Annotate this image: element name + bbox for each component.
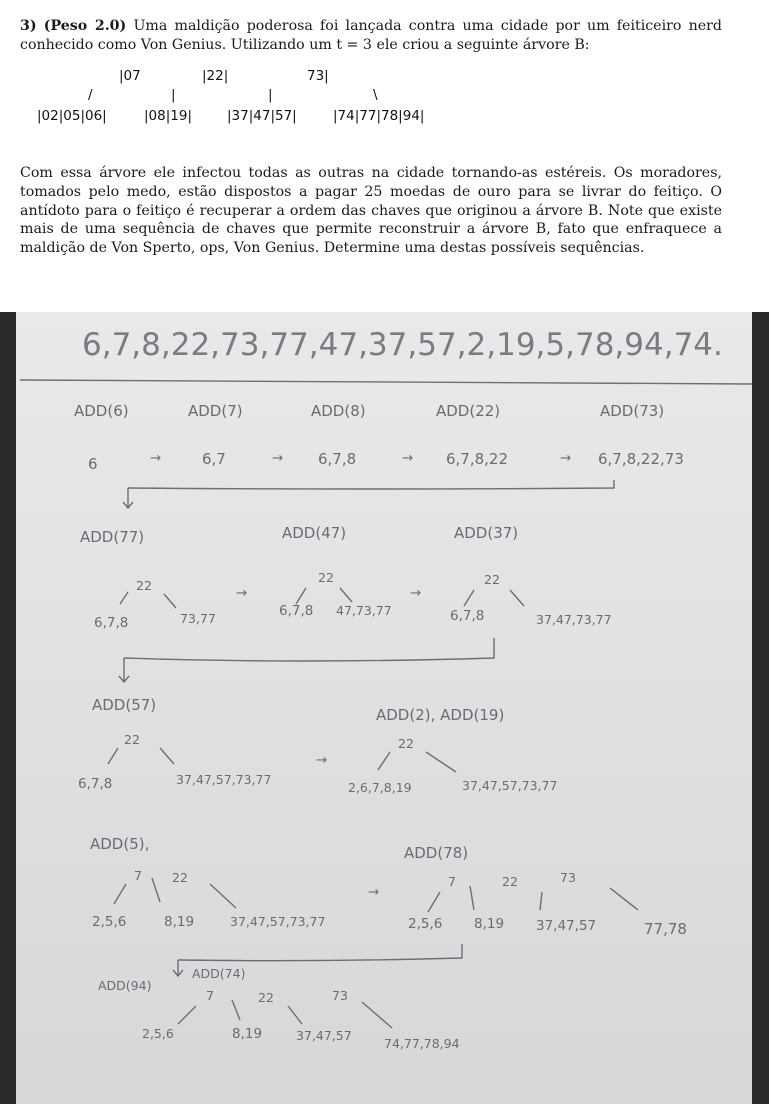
question-weight: (Peso 2.0): [43, 18, 127, 34]
label-add-8: ADD(8): [311, 402, 366, 420]
label-add-2-19: ADD(2), ADD(19): [376, 706, 505, 724]
arrow-8: →: [368, 884, 380, 900]
arrow-3: →: [402, 450, 414, 466]
handwriting-layer: [0, 312, 769, 1104]
tree-g-node-2: 8,19: [474, 916, 505, 932]
question-document: [0, 0, 769, 312]
label-add-57: ADD(57): [92, 696, 157, 714]
label-add-5: ADD(5),: [90, 835, 150, 853]
answer-sequence: 6,7,8,22,73,77,47,37,57,2,19,5,78,94,74.: [82, 327, 723, 363]
tree-f-root-22: 22: [172, 870, 188, 885]
question-number: 3): [20, 18, 37, 34]
row1-down-arrow: [123, 488, 133, 508]
row1-bracket: [128, 480, 614, 489]
tree-f-node-1: 2,5,6: [92, 914, 127, 930]
label-add-94: ADD(94): [98, 978, 152, 993]
tree-f-node-3: 37,47,57,73,77: [230, 914, 326, 929]
label-add-74: ADD(74): [192, 966, 246, 981]
tree-g-root-22: 22: [502, 874, 518, 889]
state-2: 6,7: [202, 450, 226, 468]
tree-b-left: 6,7,8: [279, 603, 314, 619]
question-intro: [20, 17, 722, 55]
tree-e-right: 37,47,57,73,77: [462, 778, 558, 793]
tree-h-node-4: 74,77,78,94: [384, 1036, 460, 1051]
row2-bracket: [124, 638, 494, 661]
tree-b-root: 22: [318, 570, 334, 585]
tree-f-root-7: 7: [134, 868, 142, 883]
label-add-6: ADD(6): [74, 402, 129, 420]
tree-a-edges: [120, 592, 176, 608]
root-key-07: |07: [119, 68, 141, 84]
tree-d-root: 22: [124, 732, 140, 747]
tree-g-edges: [428, 886, 638, 912]
state-5: 6,7,8,22,73: [598, 450, 684, 468]
tree-h-node-3: 37,47,57: [296, 1028, 352, 1043]
arrow-5: →: [236, 585, 248, 601]
tree-h-root-22: 22: [258, 990, 274, 1005]
arrow-2: →: [272, 450, 284, 466]
leaf-node-1: |02|05|06|: [37, 108, 107, 124]
label-add-77: ADD(77): [80, 528, 145, 546]
tree-d-edges: [108, 748, 174, 764]
tree-h-root-73: 73: [332, 988, 348, 1003]
row4-down-arrow: [173, 960, 183, 976]
label-add-78: ADD(78): [404, 844, 469, 862]
tree-e-root: 22: [398, 736, 414, 751]
root-key-22: |22|: [202, 68, 229, 84]
leaf-node-3: |37|47|57|: [227, 108, 297, 124]
tree-g-node-1: 2,5,6: [408, 916, 443, 932]
tree-g-root-73: 73: [560, 870, 576, 885]
tree-c-root: 22: [484, 572, 500, 587]
tree-e-edges: [378, 752, 456, 772]
tree-c-left: 6,7,8: [450, 608, 485, 624]
leaf-node-4: |74|77|78|94|: [333, 108, 425, 124]
tree-b-edges: [296, 588, 352, 604]
tree-e-left: 2,6,7,8,19: [348, 780, 412, 795]
tree-h-edges: [178, 1000, 392, 1028]
tree-d-left: 6,7,8: [78, 776, 113, 792]
tree-c-right: 37,47,73,77: [536, 612, 612, 627]
tree-g-node-3: 37,47,57: [536, 918, 597, 934]
state-3: 6,7,8: [318, 450, 357, 468]
row2-down-arrow: [119, 658, 129, 682]
arrow-6: →: [410, 585, 422, 601]
tree-a-root: 22: [136, 578, 152, 593]
state-4: 6,7,8,22: [446, 450, 509, 468]
tree-b-right: 47,73,77: [336, 603, 392, 618]
tree-c-edges: [464, 590, 524, 606]
handwritten-answer-photo: [0, 312, 769, 1104]
tree-f-node-2: 8,19: [164, 914, 195, 930]
state-1: 6: [88, 455, 98, 473]
connector-3: |: [268, 87, 273, 103]
label-add-47: ADD(47): [282, 524, 347, 542]
connector-4: \: [373, 87, 378, 103]
root-key-73: 73|: [307, 68, 329, 84]
tree-a-right: 73,77: [180, 611, 216, 626]
row4-bracket: [178, 944, 462, 961]
connector-2: |: [171, 87, 176, 103]
label-add-37: ADD(37): [454, 524, 519, 542]
leaf-node-2: |08|19|: [144, 108, 193, 124]
tree-h-node-2: 8,19: [232, 1026, 263, 1042]
label-add-7: ADD(7): [188, 402, 243, 420]
question-body: Com essa árvore ele infectou todas as outras na cidade tornando-as estéreis. Os moradores, tomados pelo medo, estão dispostos a pagar 25 moedas de ouro para se livrar do feitiço. O antídoto para o feitiço é recuperar a ordem das chaves que originou a árvore B. Note que existe mais de uma sequência de chaves que permite reconstruir a árvore B, fato que enfraquece a maldição de Von Sperto, ops, Von Genius. Determine uma destas possíveis sequências.: [20, 165, 722, 257]
tree-g-node-4: 77,78: [644, 920, 687, 938]
connector-1: /: [88, 87, 93, 103]
tree-h-node-1: 2,5,6: [142, 1026, 174, 1041]
tree-g-root-7: 7: [448, 874, 456, 889]
tree-d-right: 37,47,57,73,77: [176, 772, 272, 787]
arrow-4: →: [560, 450, 572, 466]
tree-a-left: 6,7,8: [94, 615, 129, 631]
label-add-22: ADD(22): [436, 402, 501, 420]
divider-line: [20, 380, 752, 384]
b-tree-figure: [0, 66, 769, 128]
tree-h-root-7: 7: [206, 988, 214, 1003]
intro-text: Uma maldição poderosa foi lançada contra uma cidade por um feiticeiro nerd conhecido como Von Genius. Utilizando um t = 3 ele criou a seguinte árvore B:: [20, 18, 723, 53]
arrow-7: →: [316, 752, 328, 768]
label-add-73: ADD(73): [600, 402, 665, 420]
arrow-1: →: [150, 450, 162, 466]
